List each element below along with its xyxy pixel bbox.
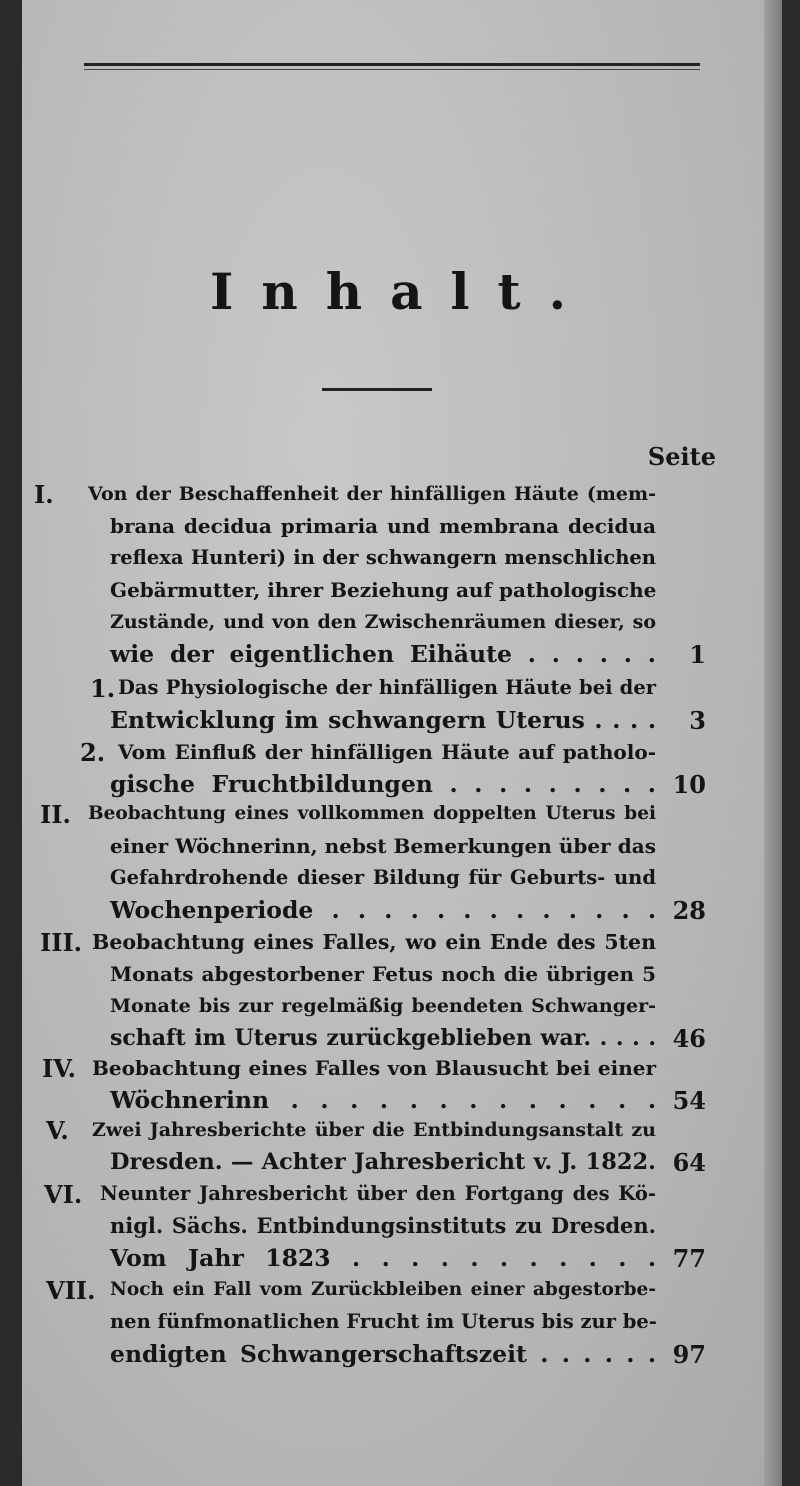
- entry-line: Wochenperiode . . . . . . . . . . . . .: [110, 896, 656, 924]
- entry-line: Noch ein Fall vom Zurückbleiben einer abgestorbe-: [110, 1279, 656, 1300]
- entry-line: Beobachtung eines Falles von Blausucht bei einer: [92, 1056, 656, 1080]
- entry-number: VII.: [46, 1276, 96, 1305]
- entry-number: II.: [40, 800, 71, 829]
- entry-line: einer Wöchnerinn, nebst Bemerkungen über das: [110, 834, 656, 858]
- entry-line: Gefahrdrohende dieser Bildung für Geburts- und: [110, 866, 656, 889]
- entry-number: 2.: [80, 738, 106, 767]
- header-rule: [84, 63, 700, 66]
- entry-line: Beobachtung eines vollkommen doppelten Uterus bei: [88, 803, 656, 824]
- book-page: [22, 0, 782, 1486]
- title-rule: [322, 388, 432, 391]
- entry-line: Vom Einfluß der hinfälligen Häute auf patholo-: [118, 740, 656, 764]
- entry-line: Dresden. — Achter Jahresbericht v. J. 1822.: [110, 1149, 656, 1175]
- page-title: Inhalt.: [210, 262, 594, 321]
- page-number: 28: [672, 896, 706, 925]
- entry-line: Beobachtung eines Falles, wo ein Ende des 5ten: [92, 930, 656, 954]
- entry-line: gische Fruchtbildungen . . . . . . . . .: [110, 770, 656, 798]
- entry-line: Neunter Jahresbericht über den Fortgang des Kö-: [100, 1182, 656, 1205]
- page-number: 46: [672, 1024, 706, 1053]
- entry-number: V.: [46, 1116, 69, 1145]
- entry-line: endigten Schwangerschaftszeit . . . . . .: [110, 1340, 656, 1368]
- entry-line: nigl. Sächs. Entbindungsinstituts zu Dresden.: [110, 1213, 656, 1238]
- entry-line: Monate bis zur regelmäßig beendeten Schwanger-: [110, 995, 656, 1017]
- entry-line: nen fünfmonatlichen Frucht im Uterus bis zur be-: [110, 1310, 657, 1333]
- entry-line: Von der Beschaffenheit der hinfälligen Häute (mem-: [88, 483, 656, 505]
- entry-number: IV.: [42, 1054, 77, 1083]
- entry-line: Entwicklung im schwangern Uterus . . . .: [110, 706, 656, 734]
- entry-line: schaft im Uterus zurückgeblieben war. . . . .: [110, 1025, 656, 1051]
- entry-number: III.: [40, 928, 83, 957]
- entry-line: Das Physiologische der hinfälligen Häute bei der: [118, 676, 656, 699]
- entry-line: Gebärmutter, ihrer Beziehung auf pathologische: [110, 578, 657, 602]
- entry-line: reflexa Hunteri) in der schwangern menschlichen: [110, 546, 656, 569]
- page-number: 10: [672, 770, 706, 799]
- entry-line: Wöchnerinn . . . . . . . . . . . . .: [110, 1086, 656, 1114]
- header-rule-thin: [84, 69, 700, 70]
- page-edge-shadow: [764, 0, 782, 1486]
- entry-number: 1.: [90, 674, 116, 703]
- entry-number: I.: [34, 480, 54, 509]
- entry-number: VI.: [44, 1180, 83, 1209]
- entry-line: Zustände, und von den Zwischenräumen dieser, so: [110, 611, 656, 633]
- entry-line: wie der eigentlichen Eihäute . . . . . .: [110, 640, 656, 668]
- page-column-label: Seite: [647, 442, 716, 471]
- page-number: 54: [672, 1086, 706, 1115]
- page-number: 64: [672, 1148, 706, 1177]
- entry-line: Zwei Jahresberichte über die Entbindungsanstalt zu: [92, 1119, 656, 1141]
- entry-line: Vom Jahr 1823 . . . . . . . . . . .: [110, 1244, 656, 1272]
- entry-line: Monats abgestorbener Fetus noch die übrigen 5: [110, 962, 656, 986]
- entry-line: brana decidua primaria und membrana decidua: [110, 514, 656, 538]
- page-number: 77: [672, 1244, 706, 1273]
- page-number: 97: [672, 1340, 706, 1369]
- page-number: 1: [689, 640, 706, 669]
- page-number: 3: [689, 706, 706, 735]
